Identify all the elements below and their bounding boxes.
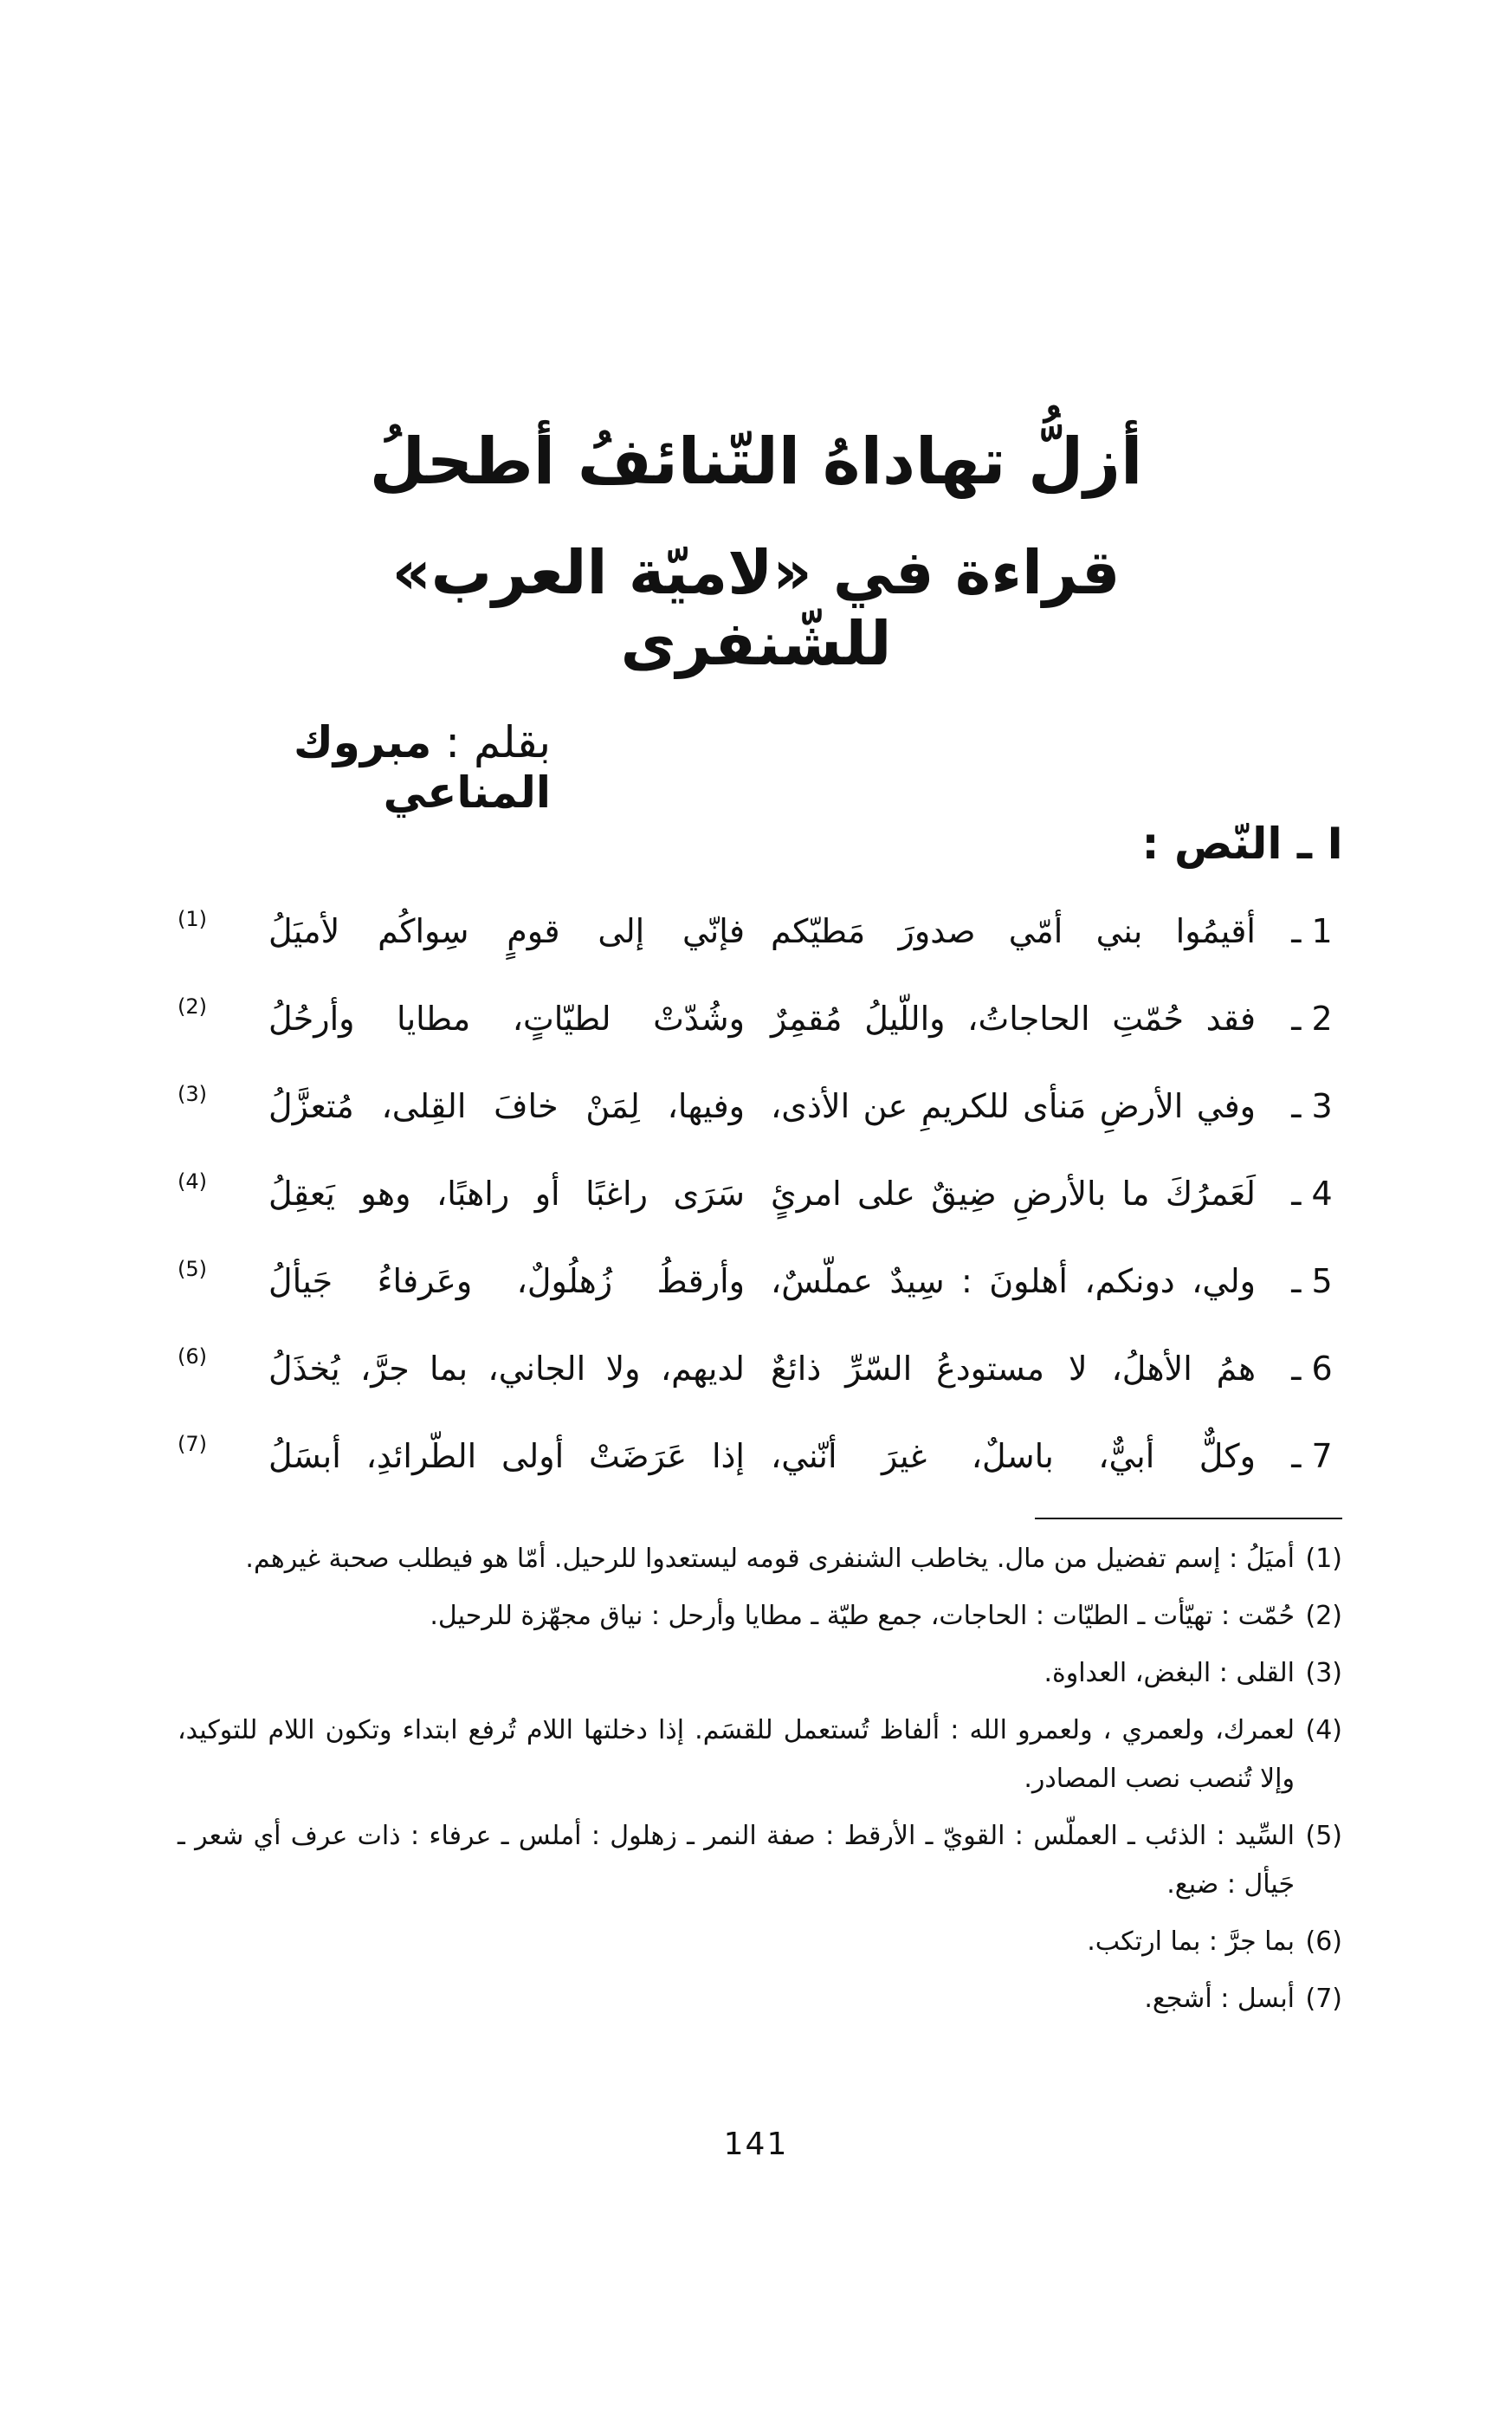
verse-second-hemistich: وفيها، لِمَنْ خافَ القِلى، مُتعزَّلُ [268, 1087, 745, 1125]
footnote-number: (6) [1305, 1926, 1342, 1957]
verse-first-hemistich: فقد حُمّتِ الحاجاتُ، واللّيلُ مُقمِرٌ [771, 1000, 1256, 1038]
verse-number: 6 ـ [1291, 1350, 1333, 1388]
footnote-text: أبسل : أشجع. [1144, 1984, 1295, 2014]
poem-verse [178, 1251, 1338, 1338]
footnote-text: لعمرك، ولعمري ، ولعمرو الله : ألفاظ تُستعمل للقسَم. إذا دخلتها اللام تُرفع ابتداء وتكون اللام للتوكيد، وإلا تُنصب نصب المصادر. [178, 1715, 1295, 1794]
page-number: 141 [723, 2127, 789, 2162]
footnote-item [178, 1592, 1342, 1641]
verse-second-hemistich: لديهم، ولا الجاني، بما جرَّ، يُخذَلُ [268, 1350, 745, 1388]
verse-number: 2 ـ [1291, 1000, 1333, 1038]
footnote-number: (3) [1305, 1658, 1342, 1688]
footnote-text: أميَلُ : إسم تفضيل من مال. يخاطب الشنفرى قومه ليستعدوا للرحيل. أمّا هو فيطلب صحبة غيرهم. [245, 1544, 1295, 1574]
poem-verse [178, 1076, 1338, 1163]
poem-verse [178, 1426, 1338, 1513]
footnote-marker: (3) [178, 1082, 207, 1106]
footnote-text: السِّيد : الذئب ـ العملّس : القويّ ـ الأرقط : صفة النمر ـ زهلول : أملس ـ عرفاء : ذات عرف أي شعر ـ جَيأل : ضبع. [178, 1821, 1295, 1900]
verse-number: 3 ـ [1291, 1087, 1333, 1125]
footnote-marker: (5) [178, 1257, 207, 1281]
footnote-item [178, 1706, 1342, 1803]
footnote-number: (4) [1305, 1715, 1342, 1745]
verse-first-hemistich: أقيمُوا بني أمّي صدورَ مَطيّكم [771, 912, 1256, 950]
section-heading: I ـ النّص : [1141, 819, 1343, 869]
verse-second-hemistich: إذا عَرَضَتْ أولى الطّرائدِ، أبسَلُ [268, 1437, 745, 1475]
author-name: مبروك المناعي [293, 717, 551, 818]
footnote-marker: (4) [178, 1169, 207, 1194]
footnote-number: (7) [1305, 1984, 1342, 2014]
title-line-1: أزلُّ تهاداهُ التّنائفُ أطحلُ [369, 424, 1143, 499]
verse-first-hemistich: لَعَمرُكَ ما بالأرضِ ضِيقٌ على امرئٍ [771, 1175, 1256, 1213]
footnote-item [178, 1649, 1342, 1698]
footnote-item [178, 1975, 1342, 2023]
footnote-marker: (6) [178, 1344, 207, 1369]
footnote-text: حُمّت : تهيّأت ـ الطيّات : الحاجات، جمع طيّة ـ مطايا وأرحل : نياق مجهّزة للرحيل. [430, 1601, 1295, 1631]
title-line-2: قراءة في «لاميّة العرب» للشّنفرى [391, 537, 1121, 679]
verse-number: 4 ـ [1291, 1175, 1333, 1213]
verse-second-hemistich: وأرقطُ زُهلُولٌ، وعَرفاءُ جَيألُ [268, 1262, 745, 1300]
verse-first-hemistich: وفي الأرضِ مَنأى للكريمِ عن الأذى، [771, 1087, 1256, 1125]
footnote-marker: (7) [178, 1432, 207, 1456]
footnote-item [178, 1918, 1342, 1966]
poem [178, 901, 1338, 1513]
verse-second-hemistich: وشُدّتْ لطيّاتٍ، مطايا وأرحُلُ [268, 1000, 745, 1038]
footnote-text: بما جرَّ : بما ارتكب. [1087, 1926, 1295, 1957]
footnote-divider [1035, 1518, 1342, 1519]
poem-verse [178, 988, 1338, 1076]
footnote-number: (1) [1305, 1544, 1342, 1574]
footnote-item [178, 1812, 1342, 1909]
verse-first-hemistich: همُ الأهلُ، لا مستودعُ السّرِّ ذائعٌ [771, 1350, 1256, 1388]
footnote-marker: (1) [178, 907, 207, 931]
footnote-item [178, 1535, 1342, 1583]
verse-first-hemistich: وكلٌّ أبيٌّ، باسلٌ، غيرَ أنّني، [771, 1437, 1256, 1475]
poem-verse [178, 1338, 1338, 1426]
author-byline [156, 717, 551, 818]
poem-verse [178, 1163, 1338, 1251]
footnote-number: (5) [1305, 1821, 1342, 1851]
verse-second-hemistich: سَرَى راغبًا أو راهبًا، وهو يَعقِلُ [268, 1175, 745, 1213]
footnotes [178, 1535, 1342, 2032]
footnote-marker: (2) [178, 994, 207, 1019]
footnote-number: (2) [1305, 1601, 1342, 1631]
author-label: بقلم : [445, 717, 551, 767]
verse-second-hemistich: فإنّي إلى قومٍ سِواكُم لأميَلُ [268, 912, 745, 950]
verse-number: 5 ـ [1291, 1262, 1333, 1300]
poem-verse [178, 901, 1338, 988]
footnote-text: القلى : البغض، العداوة. [1044, 1658, 1295, 1688]
verse-number: 1 ـ [1291, 912, 1333, 950]
verse-number: 7 ـ [1291, 1437, 1333, 1475]
verse-first-hemistich: ولي، دونكم، أهلونَ : سِيدٌ عملّسٌ، [771, 1262, 1256, 1300]
